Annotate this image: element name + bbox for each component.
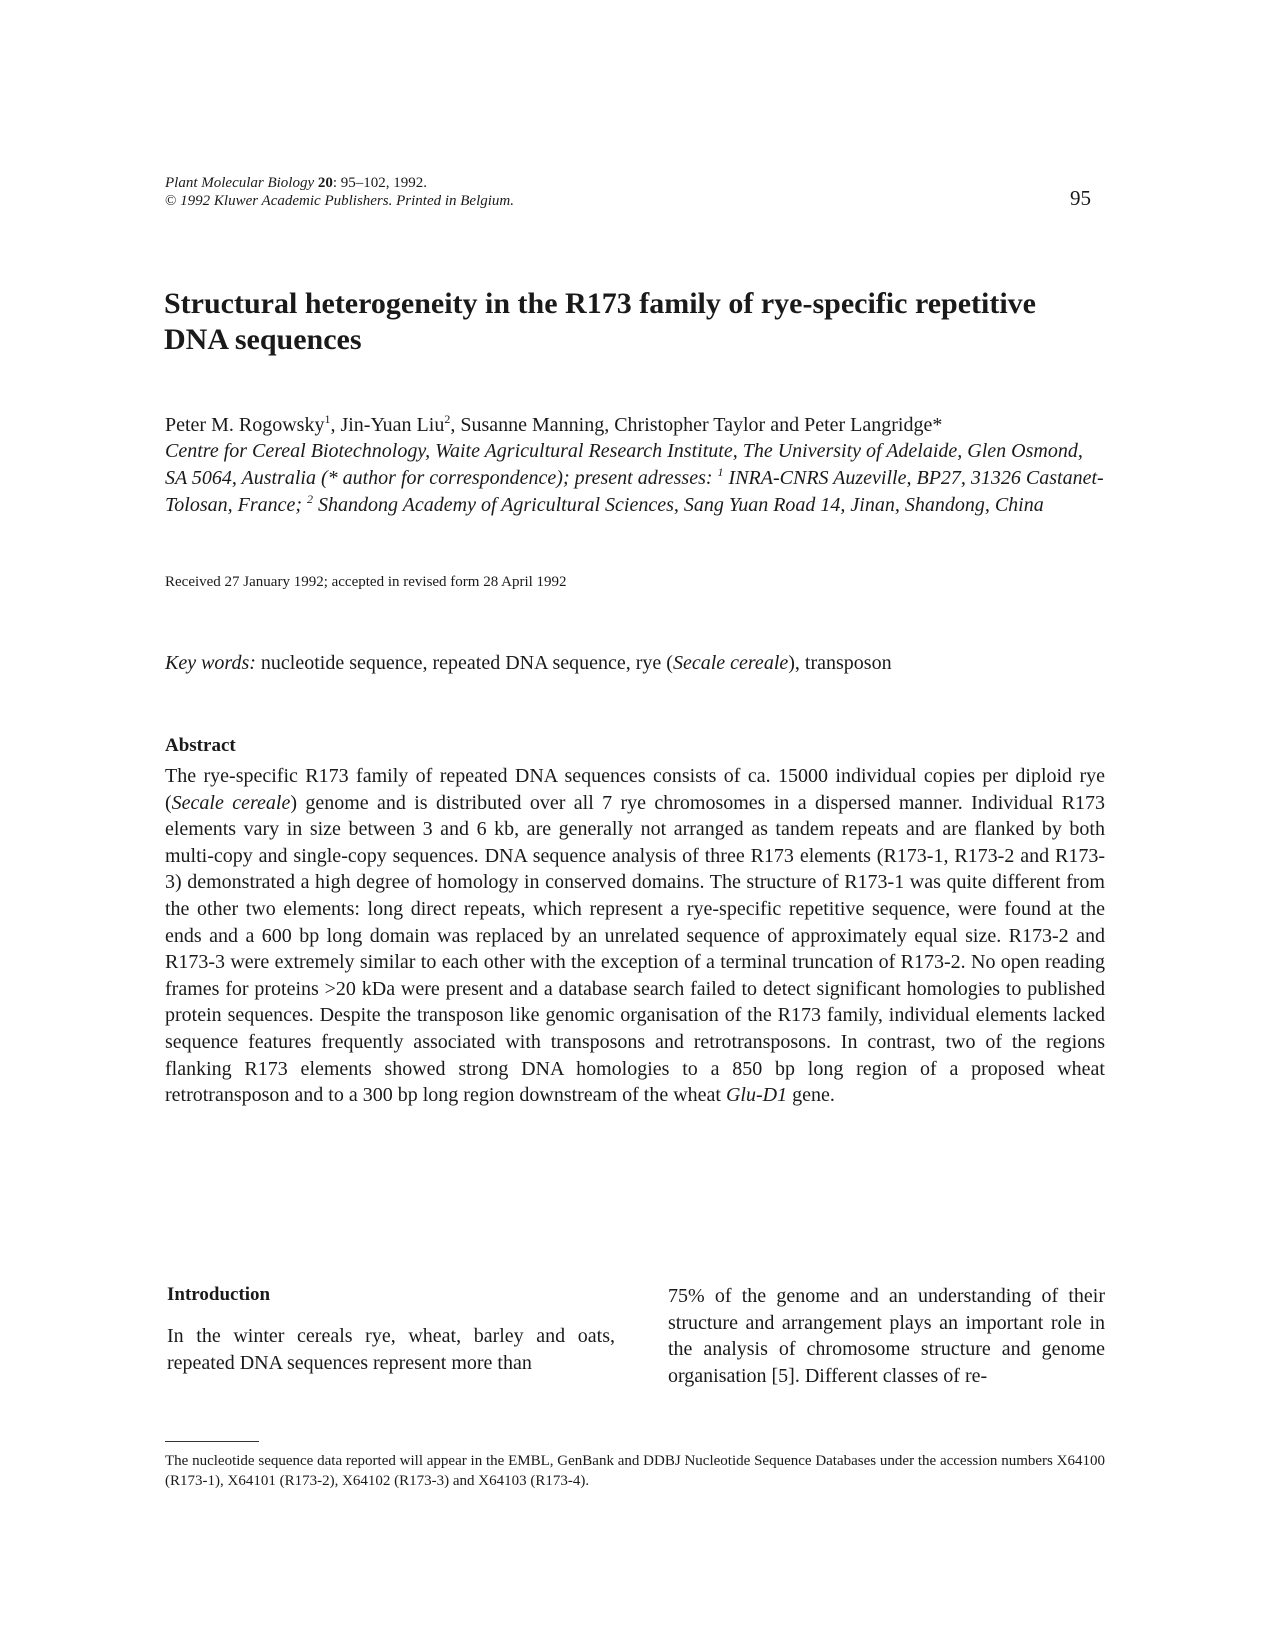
footnote: The nucleotide sequence data reported will appear in the EMBL, GenBank and DDBJ Nucleotide Sequence Databases under the accession numbers X64100 (R173-1), X64101 (R173-2), X64102 (R173-3) and X64103 (R173-4). bbox=[165, 1453, 1105, 1489]
affiliations bbox=[165, 438, 1105, 519]
author-names: , Susanne Manning, Christopher Taylor and Peter Langridge* bbox=[450, 414, 943, 436]
keywords-text: nucleotide sequence, repeated DNA sequence, rye ( bbox=[255, 652, 673, 674]
author-superscript: 2 bbox=[444, 412, 451, 426]
abstract-text: The rye-specific R173 family of repeated DNA sequences consists of ca. 15000 individual copies per diploid rye ( bbox=[165, 765, 1105, 814]
abstract-species: Secale cereale bbox=[171, 791, 291, 814]
abstract-body bbox=[165, 763, 1105, 1109]
paper-title: Structural heterogeneity in the R173 family of rye-specific repetitive DNA sequences bbox=[164, 287, 1036, 356]
keywords bbox=[165, 652, 892, 675]
keywords-label: Key words: bbox=[165, 652, 256, 674]
copyright-text: 1992 Kluwer Academic Publishers. Printed in Belgium. bbox=[176, 193, 515, 209]
copyright-icon: © bbox=[165, 193, 177, 209]
journal-volume: 20 bbox=[317, 175, 333, 191]
abstract-heading: Abstract bbox=[165, 735, 236, 756]
author-name: Peter M. Rogowsky bbox=[165, 414, 325, 436]
page-number: 95 bbox=[1070, 186, 1091, 210]
keywords-text: ), transposon bbox=[788, 652, 892, 674]
keywords-species: Secale cereale bbox=[672, 652, 789, 674]
abstract-gene: Glu-D1 bbox=[725, 1084, 788, 1107]
affiliation-text: INRA-CNRS Auzeville, BP27, 31326 Castanet-Tolosan, France; bbox=[165, 467, 1104, 516]
abstract-text: ) genome and is distributed over all 7 rye chromosomes in a dispersed manner. Individual R173 elements vary in size between 3 and 6 kb, are generally not arranged as tandem repeats and are flanked by both multi-copy and single-copy sequences. DNA sequence analysis of three R173 elements (R173-1, R173-2 and R173-3) demonstrated a high degree of homology in conserved domains. The structure of R173-1 was quite different from the other two elements: long direct repeats, which represent a rye-specific repetitive sequence, were found at the ends and a 600 bp long domain was replaced by an unrelated sequence of approximately equal size. R173-2 and R173-3 were extremely similar to each other with the exception of a terminal truncation of R173-2. No open reading frames for proteins >20 kDa were present and a database search failed to detect significant homologies to published protein sequences. Despite the transposon like genomic organisation of the R173 family, individual elements lacked sequence features frequently associated with transposons and retrotransposons. In contrast, two of the regions flanking R173 elements showed strong DNA homologies to a 850 bp long region of a proposed wheat retrotransposon and to a 300 bp long region downstream of the wheat bbox=[165, 791, 1105, 1107]
affiliation-superscript: 1 bbox=[717, 465, 724, 479]
author-superscript: 1 bbox=[324, 412, 331, 426]
author-list bbox=[165, 411, 1105, 439]
introduction-column-left: In the winter cereals rye, wheat, barley and oats, repeated DNA sequences represent more than bbox=[167, 1325, 615, 1374]
author-name: , Jin-Yuan Liu bbox=[330, 414, 445, 436]
journal-line bbox=[165, 174, 514, 192]
introduction-heading: Introduction bbox=[167, 1284, 271, 1305]
copyright-line bbox=[165, 192, 514, 210]
received-dates: Received 27 January 1992; accepted in revised form 28 April 1992 bbox=[165, 574, 567, 590]
journal-citation bbox=[165, 174, 514, 210]
footnote-divider bbox=[165, 1441, 259, 1442]
abstract-text: gene. bbox=[787, 1084, 835, 1107]
journal-pages: : 95–102, 1992. bbox=[332, 175, 428, 191]
affiliation-superscript: 2 bbox=[307, 492, 314, 506]
affiliation-text: Shandong Academy of Agricultural Sciences, Sang Yuan Road 14, Jinan, Shandong, China bbox=[313, 494, 1044, 516]
introduction-column-right: 75% of the genome and an understanding of their structure and arrangement plays an important role in the analysis of chromosome structure and genome organisation [5]. Different classes of re- bbox=[668, 1285, 1105, 1387]
journal-name: Plant Molecular Biology bbox=[165, 175, 315, 191]
affiliation-text: Centre for Cereal Biotechnology, Waite Agricultural Research Institute, The University of Adelaide, Glen Osmond, SA 5064, Australia (* author for correspondence); present adresses: bbox=[165, 440, 1083, 489]
